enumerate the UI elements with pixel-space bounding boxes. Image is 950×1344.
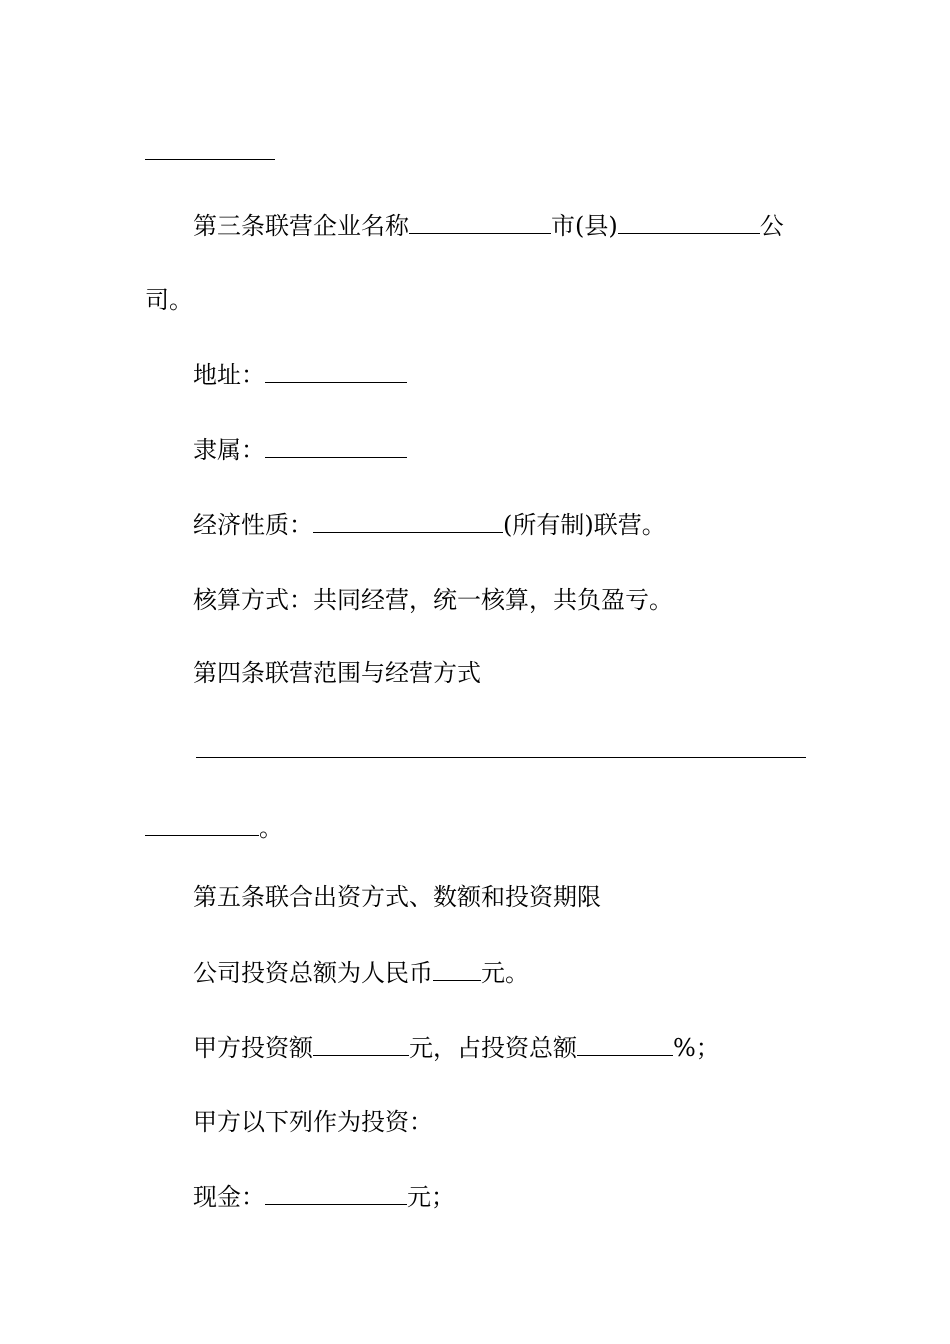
party-a-investment-line bbox=[193, 1032, 720, 1064]
article-4-end: 。 bbox=[259, 814, 283, 842]
top-blank-line bbox=[145, 159, 275, 160]
affiliation-blank bbox=[265, 435, 407, 458]
party-a-amount-blank bbox=[313, 1033, 409, 1056]
article-4-end-line bbox=[145, 812, 283, 844]
party-a-mid: 元，占投资总额 bbox=[409, 1034, 577, 1062]
article-3-city: 市(县) bbox=[551, 212, 618, 240]
nature-label: 经济性质： bbox=[193, 511, 313, 539]
nature-suffix: (所有制)联营。 bbox=[503, 511, 666, 539]
cash-suffix: 元； bbox=[407, 1183, 455, 1211]
total-suffix: 元。 bbox=[481, 959, 529, 987]
article-4-scope-blank bbox=[196, 757, 806, 758]
address-blank bbox=[265, 360, 407, 383]
article-3-prefix: 第三条联营企业名称 bbox=[193, 212, 409, 240]
enterprise-company-blank bbox=[618, 211, 760, 234]
article-3-line bbox=[193, 210, 784, 242]
article-3-company: 公 bbox=[759, 212, 784, 240]
nature-line bbox=[193, 509, 666, 541]
article-3-cont: 司。 bbox=[145, 286, 193, 314]
party-a-invest-line: 甲方以下列作为投资： bbox=[193, 1108, 433, 1136]
affiliation-line bbox=[193, 434, 407, 466]
total-amount-blank bbox=[433, 958, 481, 981]
affiliation-label: 隶属： bbox=[193, 436, 265, 464]
cash-label: 现金： bbox=[193, 1183, 265, 1211]
party-a-suffix: %； bbox=[673, 1034, 720, 1062]
cash-blank bbox=[265, 1182, 407, 1205]
total-prefix: 公司投资总额为人民币 bbox=[193, 959, 433, 987]
article-4-title: 第四条联营范围与经营方式 bbox=[193, 659, 481, 687]
article-4-scope-blank-2 bbox=[145, 813, 259, 836]
article-5-title: 第五条联合出资方式、数额和投资期限 bbox=[193, 883, 601, 911]
enterprise-city-blank bbox=[409, 211, 551, 234]
cash-line bbox=[193, 1181, 455, 1213]
address-line bbox=[193, 359, 407, 391]
party-a-prefix: 甲方投资额 bbox=[193, 1034, 313, 1062]
accounting-line: 核算方式：共同经营，统一核算，共负盈亏。 bbox=[193, 586, 673, 614]
total-investment-line bbox=[193, 957, 529, 989]
party-a-percent-blank bbox=[577, 1033, 673, 1056]
nature-blank bbox=[313, 510, 503, 533]
address-label: 地址： bbox=[193, 361, 265, 389]
